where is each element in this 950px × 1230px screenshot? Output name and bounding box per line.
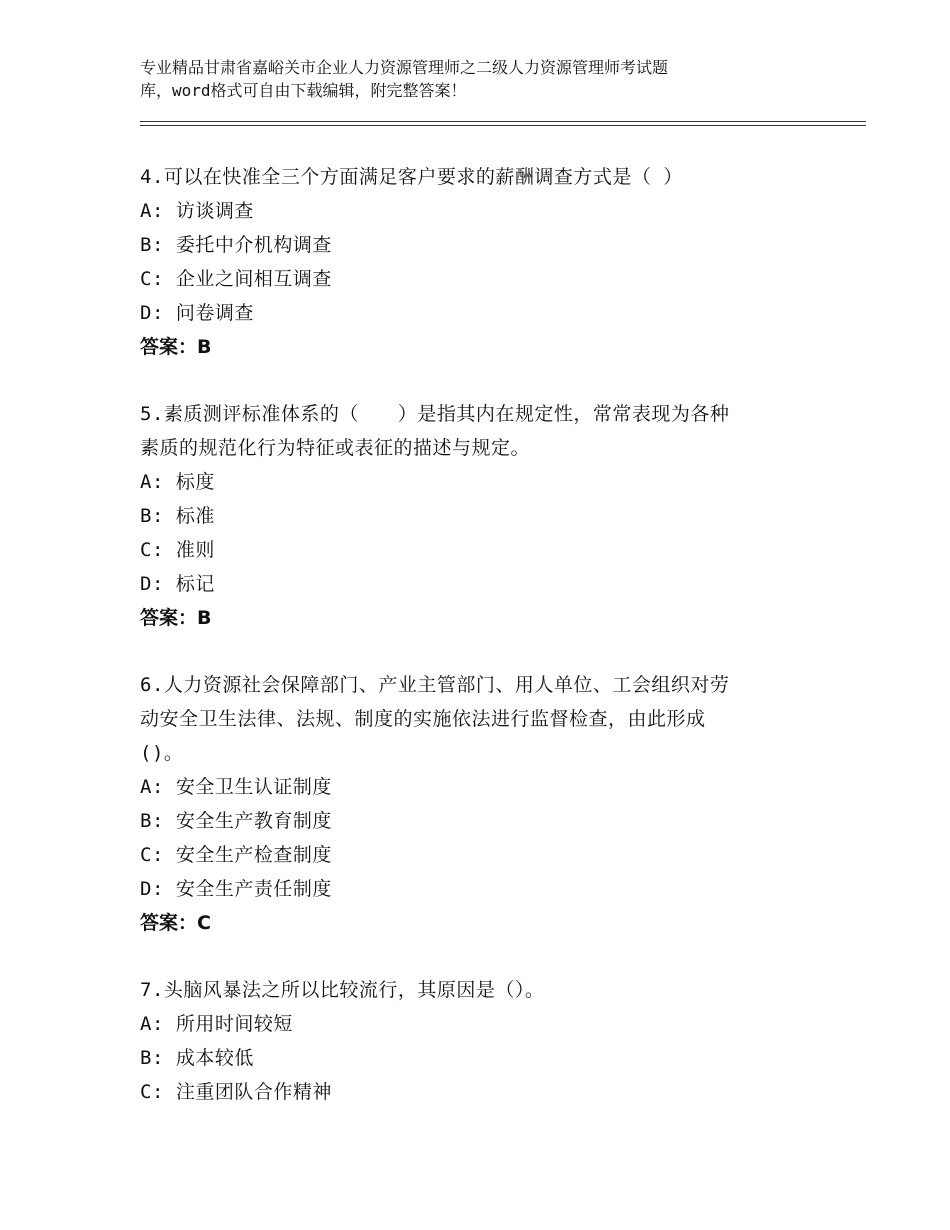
option-c: C: 注重团队合作精神: [140, 1081, 332, 1103]
header-line-2: 库，word格式可自由下载编辑，附完整答案！: [140, 81, 467, 100]
question-stem: 7.头脑风暴法之所以比较流行，其原因是（）。: [140, 979, 545, 1001]
question-stem: 动安全卫生法律、法规、制度的实施依法进行监督检查，由此形成: [140, 708, 706, 730]
answer: 答案：B: [140, 607, 212, 629]
option-b: B: 委托中介机构调查: [140, 234, 332, 256]
question-stem: ()。: [140, 742, 184, 764]
option-c: C: 准则: [140, 539, 215, 561]
question-stem: 5.素质测评标准体系的（ ）是指其内在规定性，常常表现为各种: [140, 403, 730, 425]
option-a: A: 安全卫生认证制度: [140, 776, 332, 798]
option-c: C: 企业之间相互调查: [140, 268, 332, 290]
question-list: [140, 160, 860, 1109]
question-6: [140, 668, 860, 940]
option-b: B: 安全生产教育制度: [140, 810, 332, 832]
question-7: [140, 973, 860, 1109]
document-header: [140, 56, 820, 102]
answer: 答案：C: [140, 912, 211, 934]
header-divider-top: [140, 121, 866, 122]
question-stem: 6.人力资源社会保障部门、产业主管部门、用人单位、工会组织对劳: [140, 674, 730, 696]
question-5: [140, 397, 860, 635]
header-divider-bottom: [140, 125, 866, 126]
option-b: B: 标准: [140, 505, 215, 527]
question-stem: 素质的规范化行为特征或表征的描述与规定。: [140, 437, 531, 459]
option-a: A: 访谈调查: [140, 200, 254, 222]
option-d: D: 标记: [140, 573, 215, 595]
header-line-1: 专业精品甘肃省嘉峪关市企业人力资源管理师之二级人力资源管理师考试题: [140, 58, 669, 77]
question-stem: 4.可以在快准全三个方面满足客户要求的薪酬调查方式是（ ）: [140, 166, 683, 188]
option-a: A: 所用时间较短: [140, 1013, 293, 1035]
option-b: B: 成本较低: [140, 1047, 254, 1069]
question-4: [140, 160, 860, 364]
answer: 答案：B: [140, 336, 212, 358]
option-d: D: 问卷调查: [140, 302, 254, 324]
option-a: A: 标度: [140, 471, 215, 493]
option-c: C: 安全生产检查制度: [140, 844, 332, 866]
option-d: D: 安全生产责任制度: [140, 878, 332, 900]
